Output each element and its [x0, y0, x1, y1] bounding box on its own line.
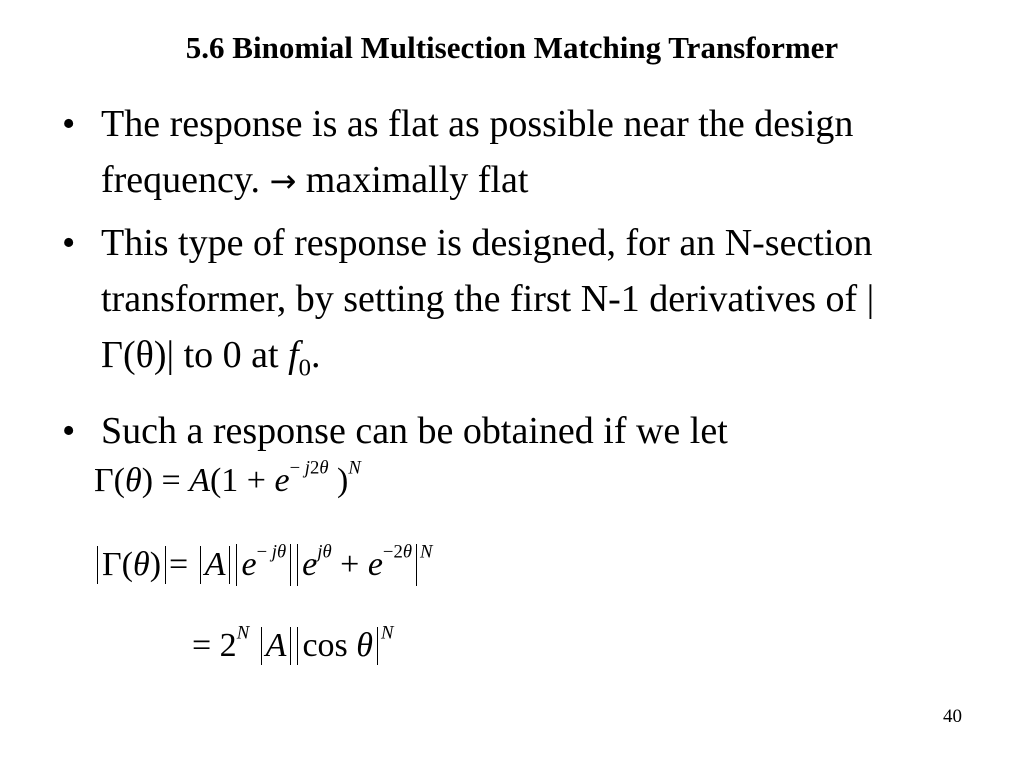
- bullet-item: [56, 96, 936, 209]
- equation-gamma: $\Gamma(\theta) = A(1 + e^{- j2\theta}$ )$^N$: [94, 457, 361, 499]
- frequency-subscript: 0: [298, 354, 311, 382]
- bullet-dot: •: [62, 409, 76, 452]
- equation-cosine-form: = $2^N$ A cos θ $^N$: [192, 622, 394, 664]
- frequency-variable: f: [288, 334, 299, 376]
- bullet-text: Such a response can be obtained if we let: [101, 409, 728, 452]
- bullet-dot: •: [62, 103, 76, 145]
- slide-title: 5.6 Binomial Multisection Matching Transformer: [185, 30, 839, 65]
- bullet-text: maximally flat: [296, 159, 529, 201]
- bullet-text: The response is as flat as possible near the design frequency.: [101, 103, 854, 201]
- bullet-text: This type of response is designed, for an N-section transformer, by setting the first N-1 derivatives of |Γ(θ)| to 0 at: [101, 222, 875, 376]
- page-number: 40: [943, 706, 962, 727]
- bullet-dot: •: [62, 222, 76, 264]
- bullet-item: [56, 215, 936, 397]
- bullet-text: .: [310, 334, 321, 376]
- bullet-list: [56, 96, 936, 465]
- equation-gamma-magnitude: Γ(θ) = A $e^{- j\theta}$ $e^{j\theta} + e^{-2\theta}$ $^N$: [94, 544, 432, 586]
- bullet-item: [56, 403, 936, 459]
- right-arrow-icon: →: [269, 162, 297, 200]
